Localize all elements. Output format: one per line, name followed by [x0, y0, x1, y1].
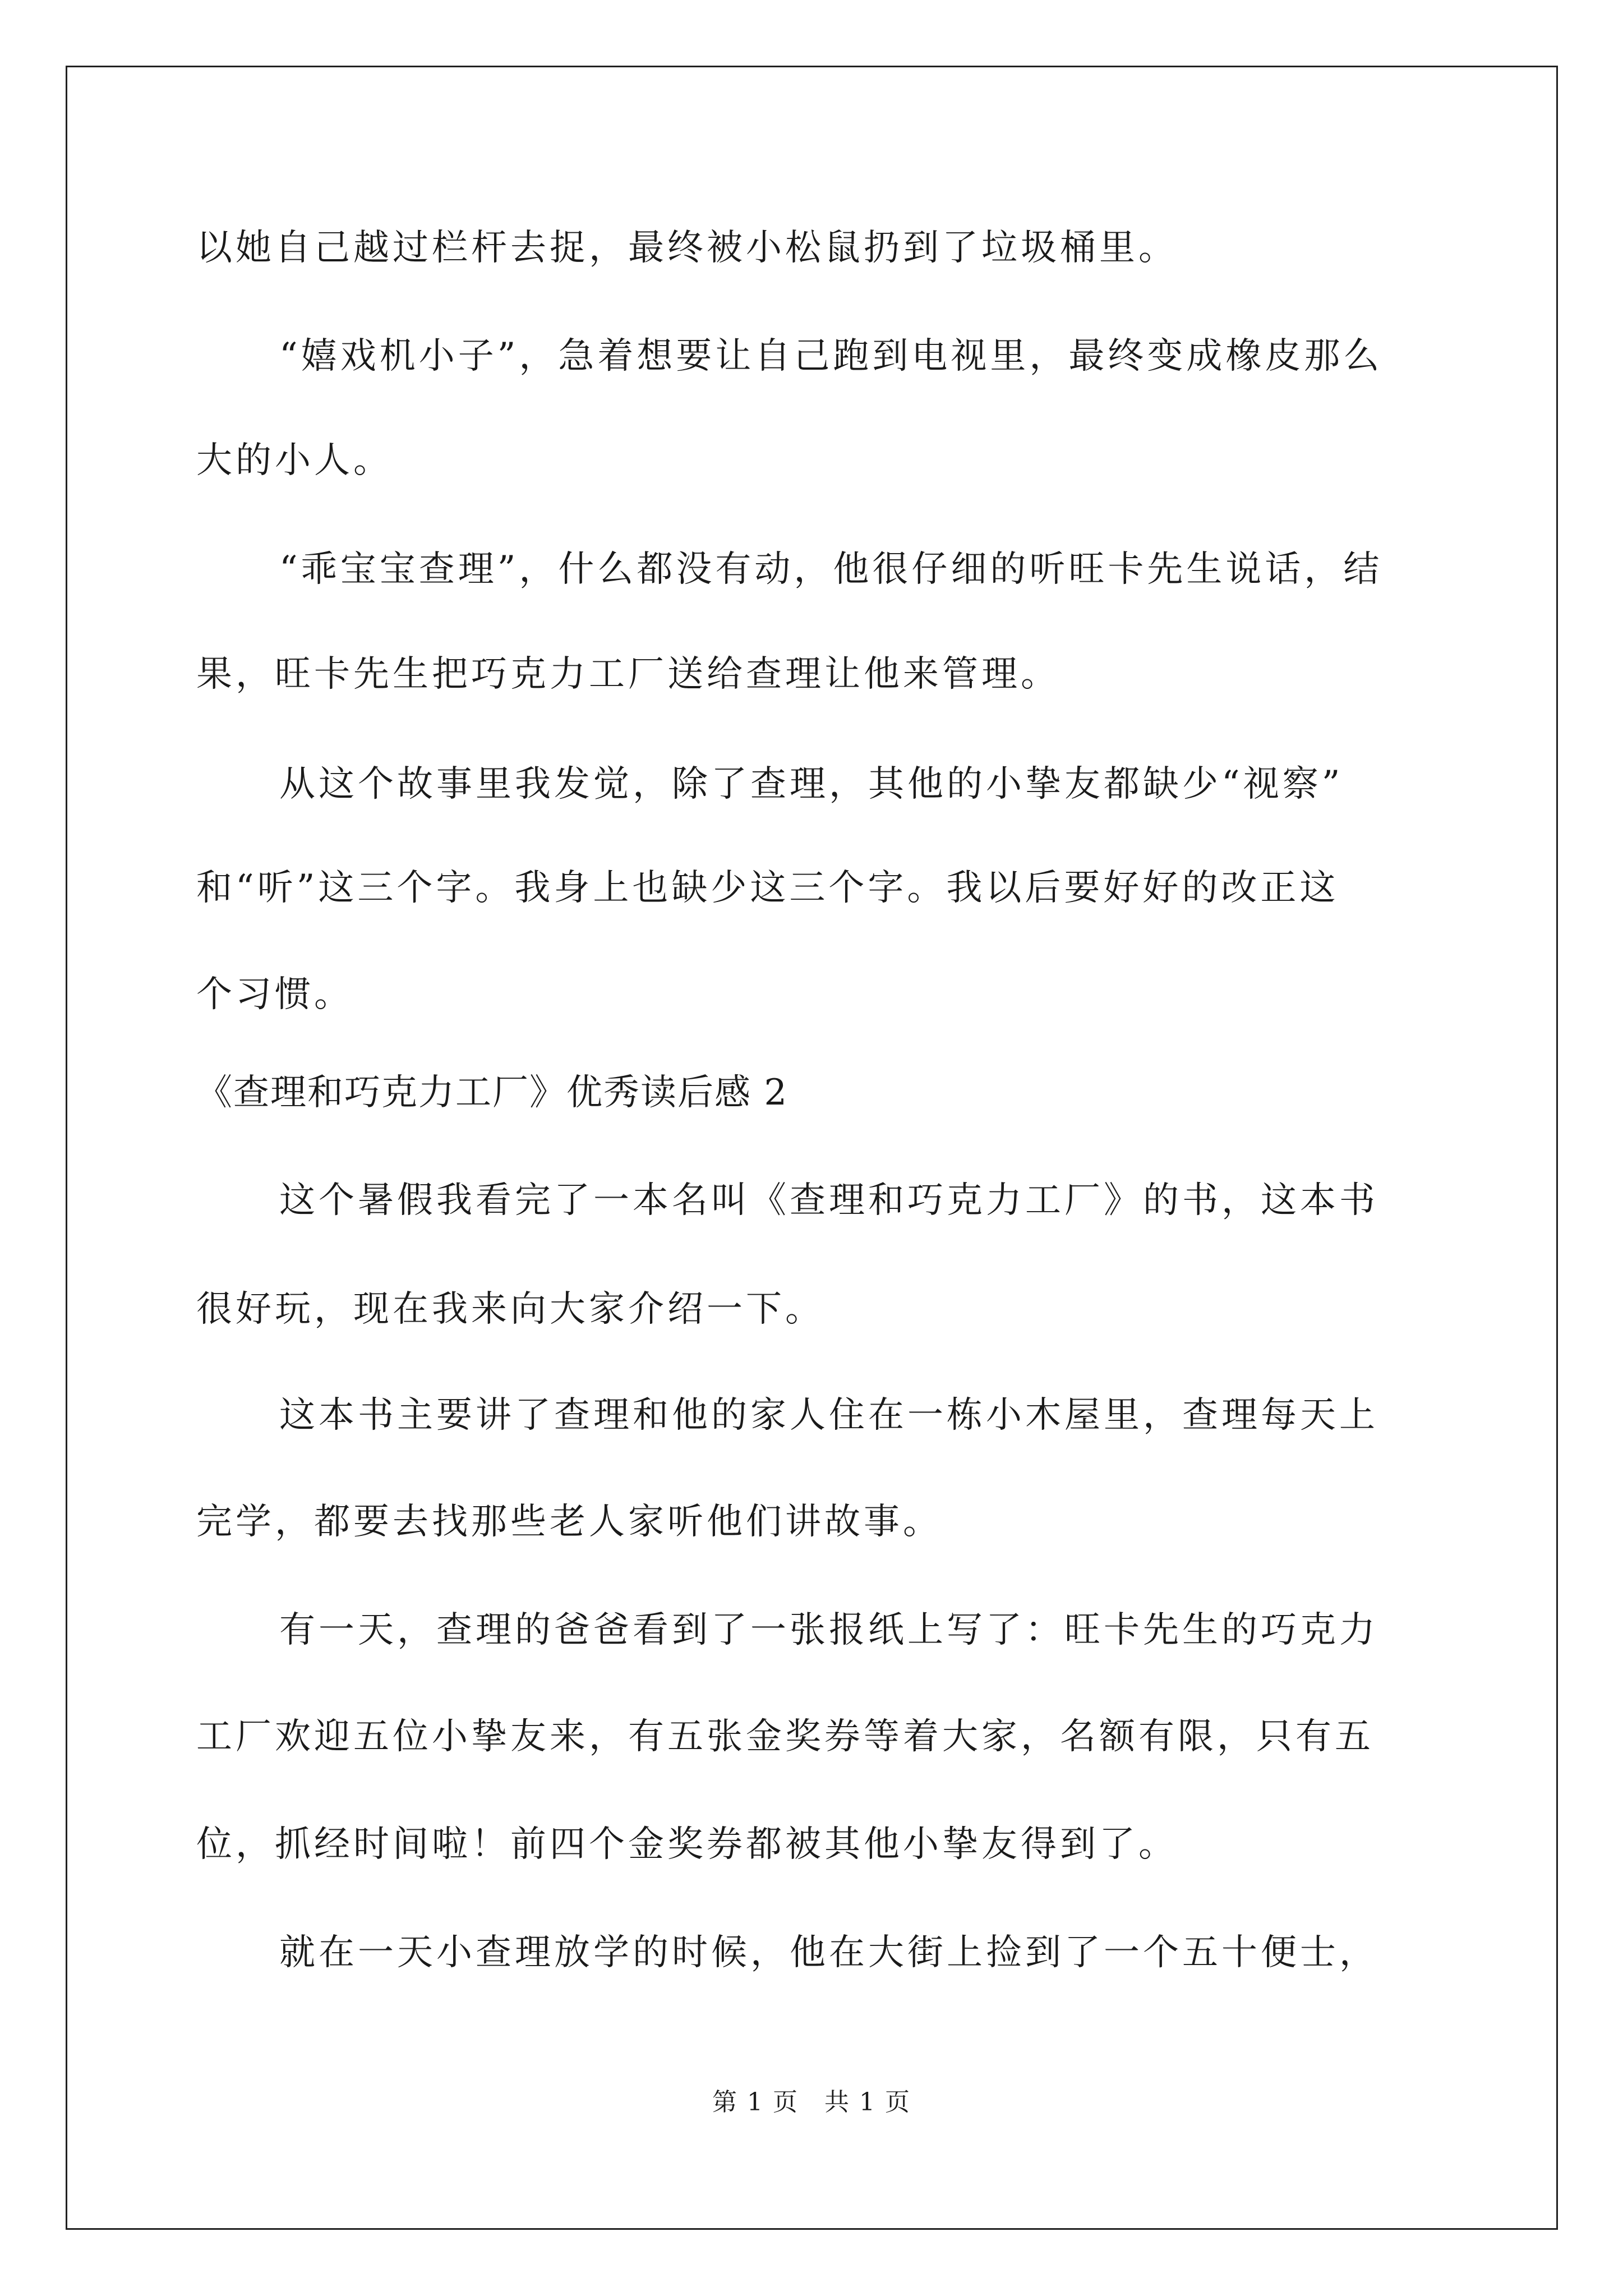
section-heading: 《查理和巧克力工厂》优秀读后感 2	[196, 1072, 789, 1114]
paragraph-line: 以她自己越过栏杆去捉，最终被小松鼠扔到了垃圾桶里。	[196, 227, 1178, 269]
page-footer: 第 1 页 共 1 页	[712, 2088, 911, 2116]
paragraph-line: 有一天，查理的爸爸看到了一张报纸上写了：旺卡先生的巧克力	[279, 1609, 1378, 1651]
paragraph-line: 和“听”这三个字。我身上也缺少这三个字。我以后要好好的改正这	[196, 867, 1339, 909]
paragraph-line: 果，旺卡先生把巧克力工厂送给查理让他来管理。	[196, 654, 1060, 695]
paragraph-line: 大的小人。	[196, 440, 393, 481]
paragraph-line: “嬉戏机小子”，急着想要让自己跑到电视里，最终变成橡皮那么	[279, 335, 1383, 377]
page-border	[66, 66, 1558, 2230]
paragraph-line: 很好玩，现在我来向大家介绍一下。	[196, 1289, 824, 1330]
paragraph-line: “乖宝宝查理”，什么都没有动，他很仔细的听旺卡先生说话，结	[279, 549, 1383, 590]
paragraph-line: 从这个故事里我发觉，除了查理，其他的小挚友都缺少“视察”	[279, 763, 1344, 805]
paragraph-line: 位，抓经时间啦！前四个金奖券都被其他小挚友得到了。	[196, 1824, 1178, 1865]
paragraph-line: 这本书主要讲了查理和他的家人住在一栋小木屋里，查理每天上	[279, 1395, 1378, 1436]
paragraph-line: 完学，都要去找那些老人家听他们讲故事。	[196, 1501, 942, 1543]
paragraph-line: 这个暑假我看完了一本名叫《查理和巧克力工厂》的书，这本书	[279, 1180, 1378, 1221]
paragraph-line: 就在一天小查理放学的时候，他在大街上捡到了一个五十便士，	[279, 1932, 1378, 1973]
paragraph-line: 工厂欢迎五位小挚友来，有五张金奖券等着大家，名额有限，只有五	[196, 1716, 1374, 1757]
paragraph-line: 个习惯。	[196, 974, 353, 1015]
